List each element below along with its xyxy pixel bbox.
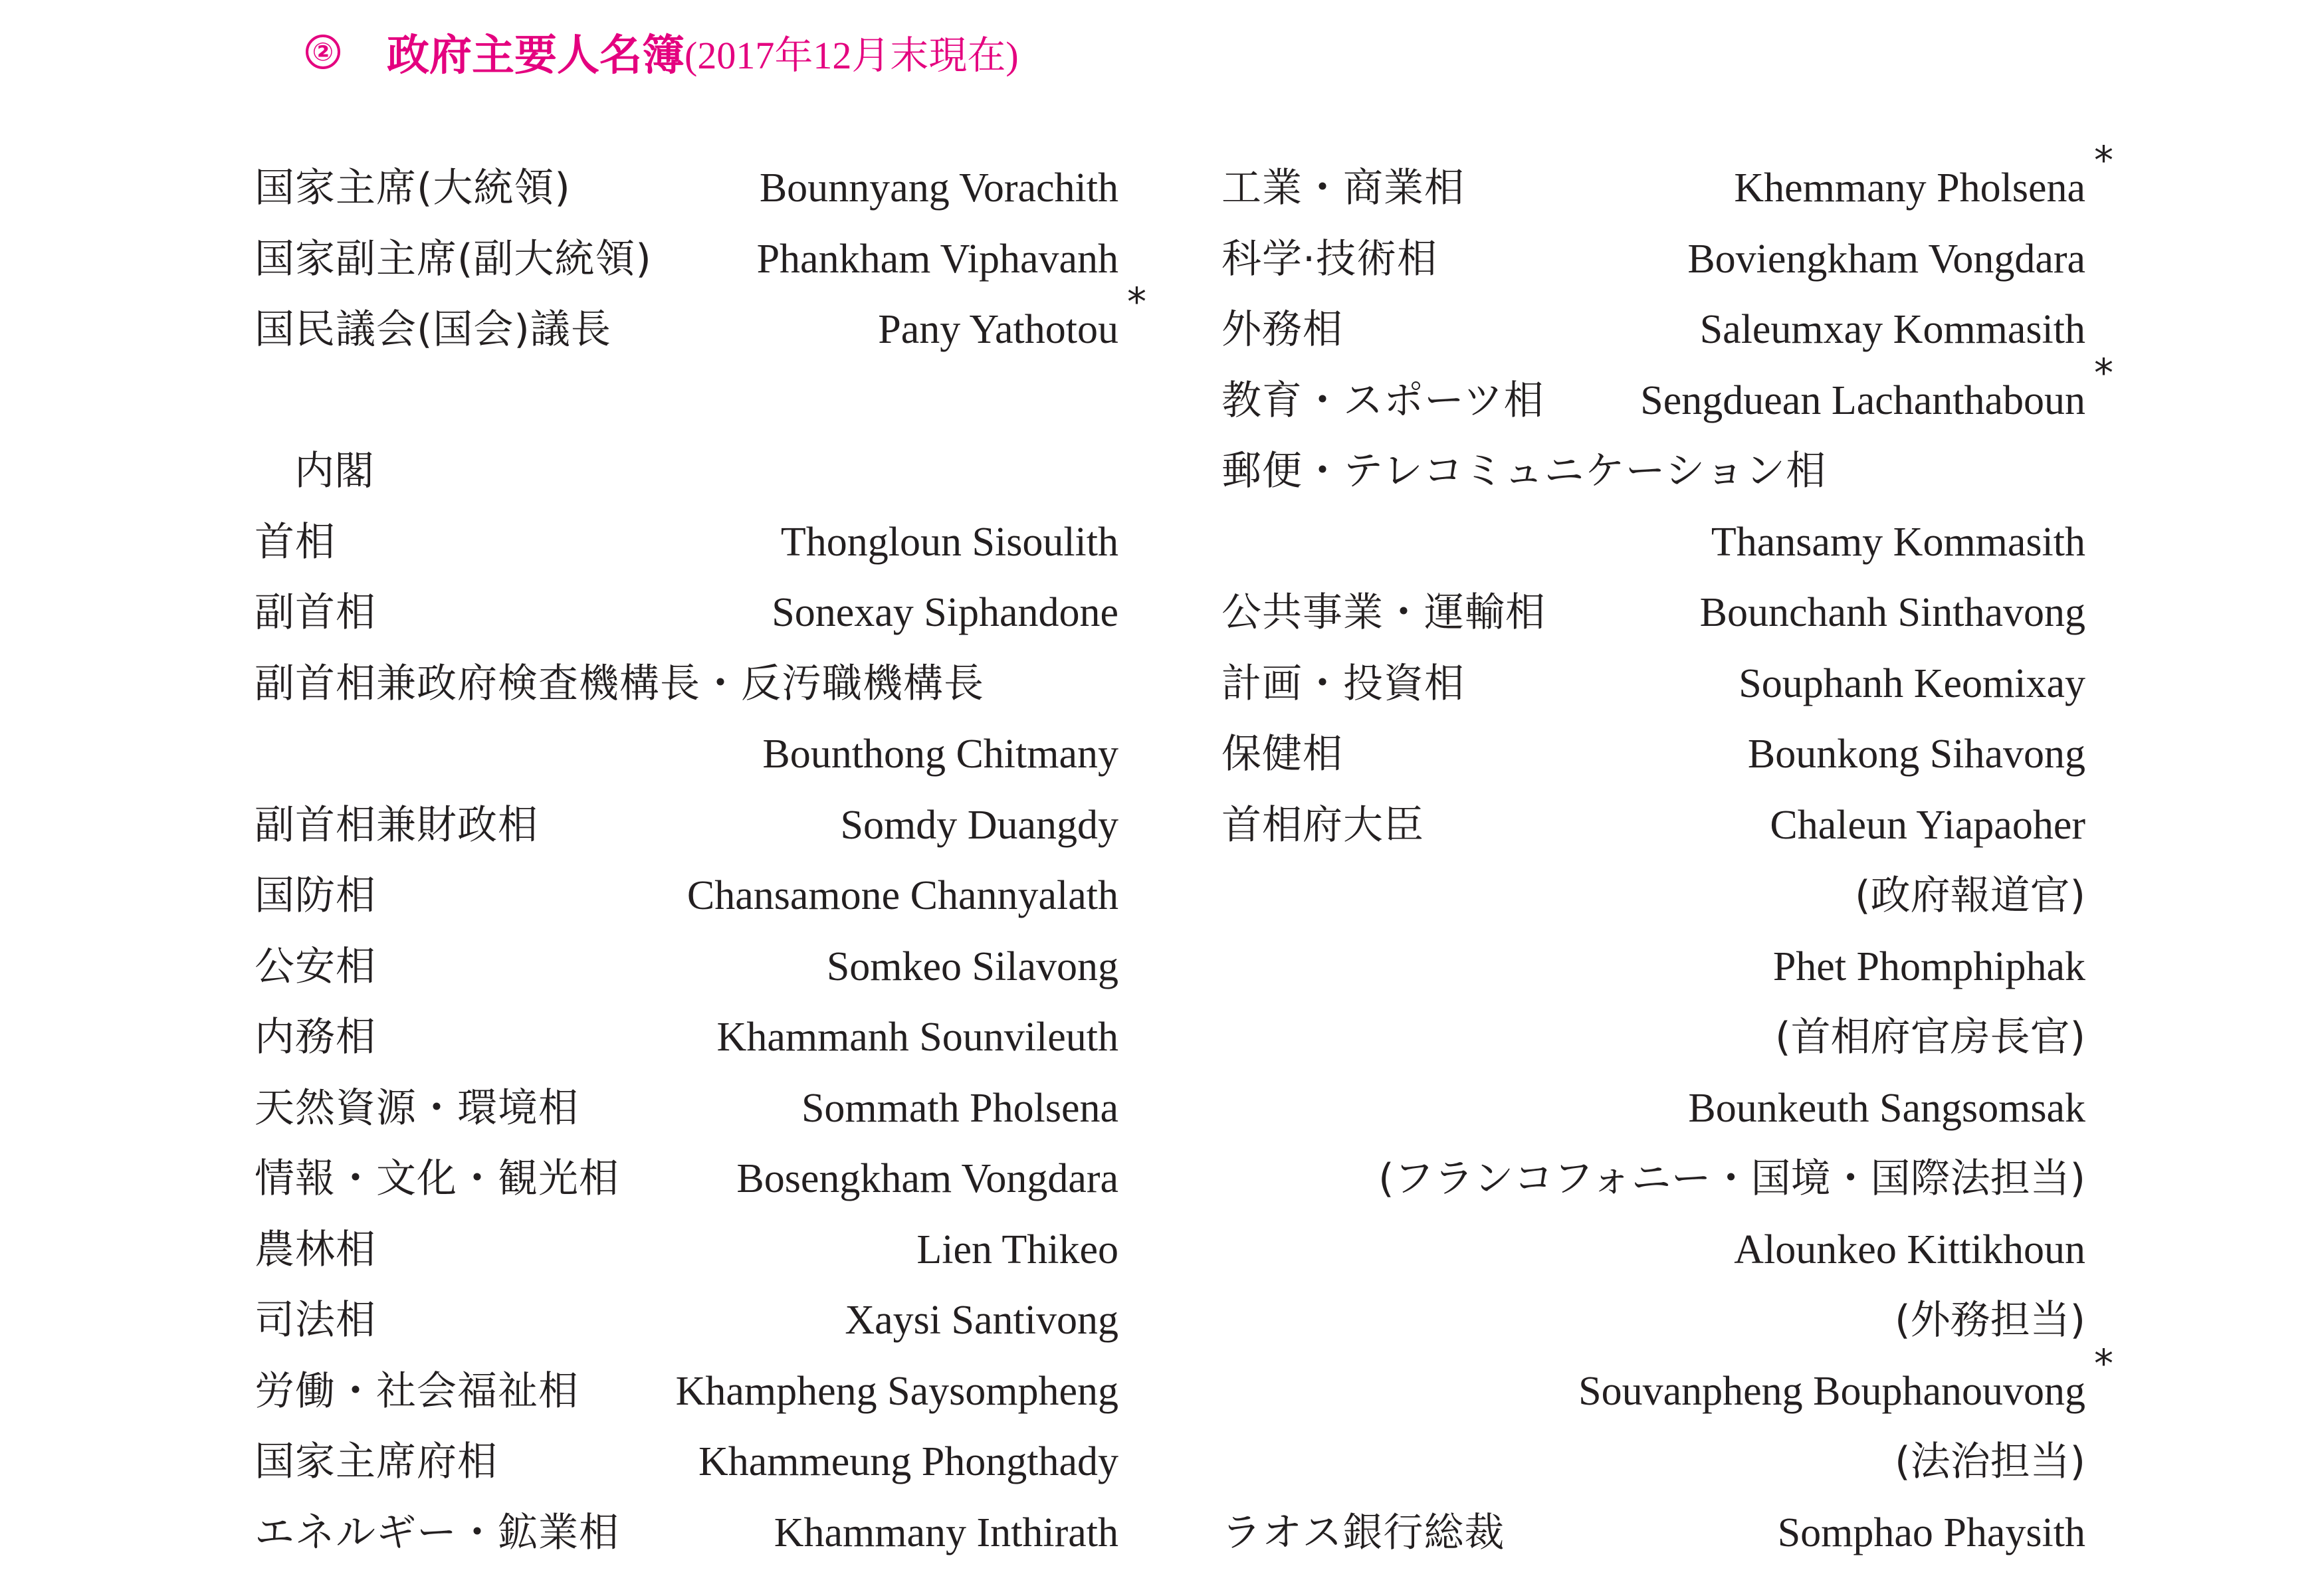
person-name: Bounchanh Sinthavong bbox=[1699, 590, 2085, 635]
list-item bbox=[1221, 436, 2085, 507]
position-title: 保健相 bbox=[1221, 731, 1343, 777]
asterisk-mark: * bbox=[1127, 279, 1146, 324]
person-name: Boviengkham Vongdara bbox=[1687, 236, 2085, 282]
list-item bbox=[255, 719, 1118, 790]
list-item bbox=[255, 1215, 1118, 1286]
list-item bbox=[255, 1427, 1118, 1498]
list-item bbox=[255, 648, 1118, 720]
list-item bbox=[255, 224, 1118, 295]
position-title: 情報・文化・観光相 bbox=[255, 1155, 619, 1202]
spacer bbox=[255, 365, 1118, 437]
document-heading bbox=[306, 19, 1019, 85]
list-item bbox=[1221, 1073, 2085, 1144]
person-name: Saleumxay Kommasith bbox=[1699, 307, 2085, 352]
list-item bbox=[1221, 719, 2085, 790]
person-name: Xaysi Santivong bbox=[845, 1298, 1118, 1343]
position-title: 内務相 bbox=[255, 1014, 376, 1060]
list-item bbox=[1221, 1002, 2085, 1073]
position-title: 司法相 bbox=[255, 1297, 376, 1343]
list-item bbox=[1221, 224, 2085, 295]
cabinet-label: 内閣 bbox=[294, 448, 374, 494]
person-name: Khammeung Phongthady bbox=[698, 1439, 1118, 1484]
role-note: (法治担当) bbox=[1895, 1439, 2085, 1485]
person-name: Alounkeo Kittikhoun bbox=[1734, 1227, 2085, 1272]
position-title: 首相府大臣 bbox=[1221, 801, 1424, 848]
list-item bbox=[255, 1498, 1118, 1569]
position-title: 首相 bbox=[255, 518, 336, 565]
list-item bbox=[255, 153, 1118, 224]
asterisk-mark: * bbox=[2094, 138, 2113, 183]
position-title: 天然資源・環境相 bbox=[255, 1084, 579, 1132]
position-title: 工業・商業相 bbox=[1221, 165, 1465, 211]
left-column bbox=[255, 153, 1146, 1568]
person-name: Khammanh Sounvileuth bbox=[716, 1015, 1118, 1060]
position-title: 国家副主席(副大統領) bbox=[255, 235, 652, 282]
person-name: Thongloun Sisoulith bbox=[780, 519, 1118, 565]
list-item bbox=[255, 1002, 1118, 1073]
position-title: 副首相兼政府検査機構長・反汚職機構長 bbox=[255, 660, 984, 707]
list-item bbox=[255, 577, 1118, 648]
list-item bbox=[255, 1356, 1118, 1427]
list-item bbox=[1221, 860, 2085, 932]
heading-title: 政府主要人名簿 bbox=[387, 31, 685, 80]
position-title: 郵便・テレコミュニケーション相 bbox=[1221, 448, 1827, 494]
list-item bbox=[1221, 648, 2085, 720]
list-item bbox=[255, 932, 1118, 1003]
person-name: Khammany Inthirath bbox=[774, 1510, 1118, 1555]
list-item bbox=[1221, 932, 2085, 1003]
person-name: Bosengkham Vongdara bbox=[736, 1156, 1118, 1201]
person-name: Bounkong Sihavong bbox=[1747, 732, 2085, 777]
person-name: Sommath Pholsena bbox=[801, 1085, 1118, 1131]
list-item bbox=[1221, 1285, 2085, 1356]
list-item bbox=[1221, 577, 2085, 648]
position-title: 科学·技術相 bbox=[1221, 235, 1438, 282]
person-name: Bounthong Chitmany bbox=[762, 732, 1118, 777]
list-item bbox=[255, 507, 1118, 578]
list-item bbox=[255, 1143, 1118, 1215]
heading-date: (2017年12月末現在) bbox=[685, 34, 1019, 77]
list-item bbox=[1221, 790, 2085, 861]
person-name: Souvanpheng Bouphanouvong * bbox=[1578, 1340, 2113, 1414]
person-name: Somphao Phaysith bbox=[1777, 1510, 2085, 1555]
person-name: Phankham Viphavanh bbox=[756, 236, 1118, 282]
position-title: 国家主席(大統領) bbox=[255, 165, 571, 211]
position-title: 教育・スポーツ相 bbox=[1221, 377, 1544, 424]
position-title: 国家主席府相 bbox=[255, 1439, 498, 1485]
list-item bbox=[1221, 1427, 2085, 1498]
right-column bbox=[1221, 138, 2113, 1568]
position-title: 労働・社会福祉相 bbox=[255, 1367, 579, 1415]
person-name: Somkeo Silavong bbox=[826, 943, 1118, 989]
role-note: (外務担当) bbox=[1895, 1297, 2085, 1343]
person-name: Lien Thikeo bbox=[916, 1227, 1118, 1272]
list-item bbox=[1221, 1143, 2085, 1215]
list-item bbox=[1221, 1498, 2085, 1569]
list-item bbox=[255, 279, 1146, 365]
position-title: 国民議会(国会)議長 bbox=[255, 306, 611, 353]
list-item bbox=[255, 1285, 1118, 1356]
role-note: (首相府官房長官) bbox=[1775, 1014, 2085, 1060]
person-name: Chaleun Yiapaoher bbox=[1770, 802, 2085, 848]
position-title: ラオス銀行総裁 bbox=[1221, 1509, 1505, 1556]
person-name: Somdy Duangdy bbox=[840, 802, 1118, 848]
person-name: Khampheng Saysompheng bbox=[675, 1368, 1118, 1414]
position-title: エネルギー・鉱業相 bbox=[255, 1509, 619, 1556]
list-item bbox=[255, 860, 1118, 932]
list-item bbox=[1221, 138, 2113, 224]
role-note: (政府報道官) bbox=[1855, 872, 2085, 919]
section-heading bbox=[255, 436, 1118, 507]
position-title: 副首相兼財政相 bbox=[255, 801, 538, 848]
person-name: Sengduean Lachanthaboun * bbox=[1640, 349, 2113, 423]
person-name: Sonexay Siphandone bbox=[772, 590, 1118, 635]
person-name: Thansamy Kommasith bbox=[1711, 519, 2085, 565]
list-item bbox=[1221, 294, 2085, 365]
person-name: Bounnyang Vorachith bbox=[759, 165, 1118, 211]
list-item bbox=[1221, 349, 2113, 437]
position-title: 副首相 bbox=[255, 589, 376, 636]
position-title: 外務相 bbox=[1221, 306, 1343, 353]
asterisk-mark: * bbox=[2094, 349, 2113, 395]
position-title: 公安相 bbox=[255, 943, 376, 990]
position-title: 計画・投資相 bbox=[1221, 660, 1465, 707]
list-item bbox=[1221, 507, 2085, 578]
position-title: 公共事業・運輸相 bbox=[1221, 589, 1546, 636]
list-item bbox=[1221, 1340, 2113, 1427]
list-item bbox=[255, 790, 1118, 861]
section-number-badge: ② bbox=[306, 35, 340, 69]
list-item bbox=[1221, 1215, 2085, 1286]
position-title: 農林相 bbox=[255, 1226, 376, 1273]
person-name: Khemmany Pholsena * bbox=[1734, 138, 2113, 211]
list-item bbox=[255, 1073, 1118, 1144]
person-name: Pany Yathotou * bbox=[878, 279, 1146, 352]
asterisk-mark: * bbox=[2094, 1340, 2113, 1386]
role-note: (フランコフォニー・国境・国際法担当) bbox=[1378, 1155, 2085, 1202]
person-name: Bounkeuth Sangsomsak bbox=[1688, 1085, 2085, 1131]
position-title: 国防相 bbox=[255, 872, 376, 919]
person-name: Phet Phomphiphak bbox=[1772, 943, 2085, 989]
person-name: Souphanh Keomixay bbox=[1739, 660, 2085, 706]
person-name: Chansamone Channyalath bbox=[687, 873, 1118, 918]
